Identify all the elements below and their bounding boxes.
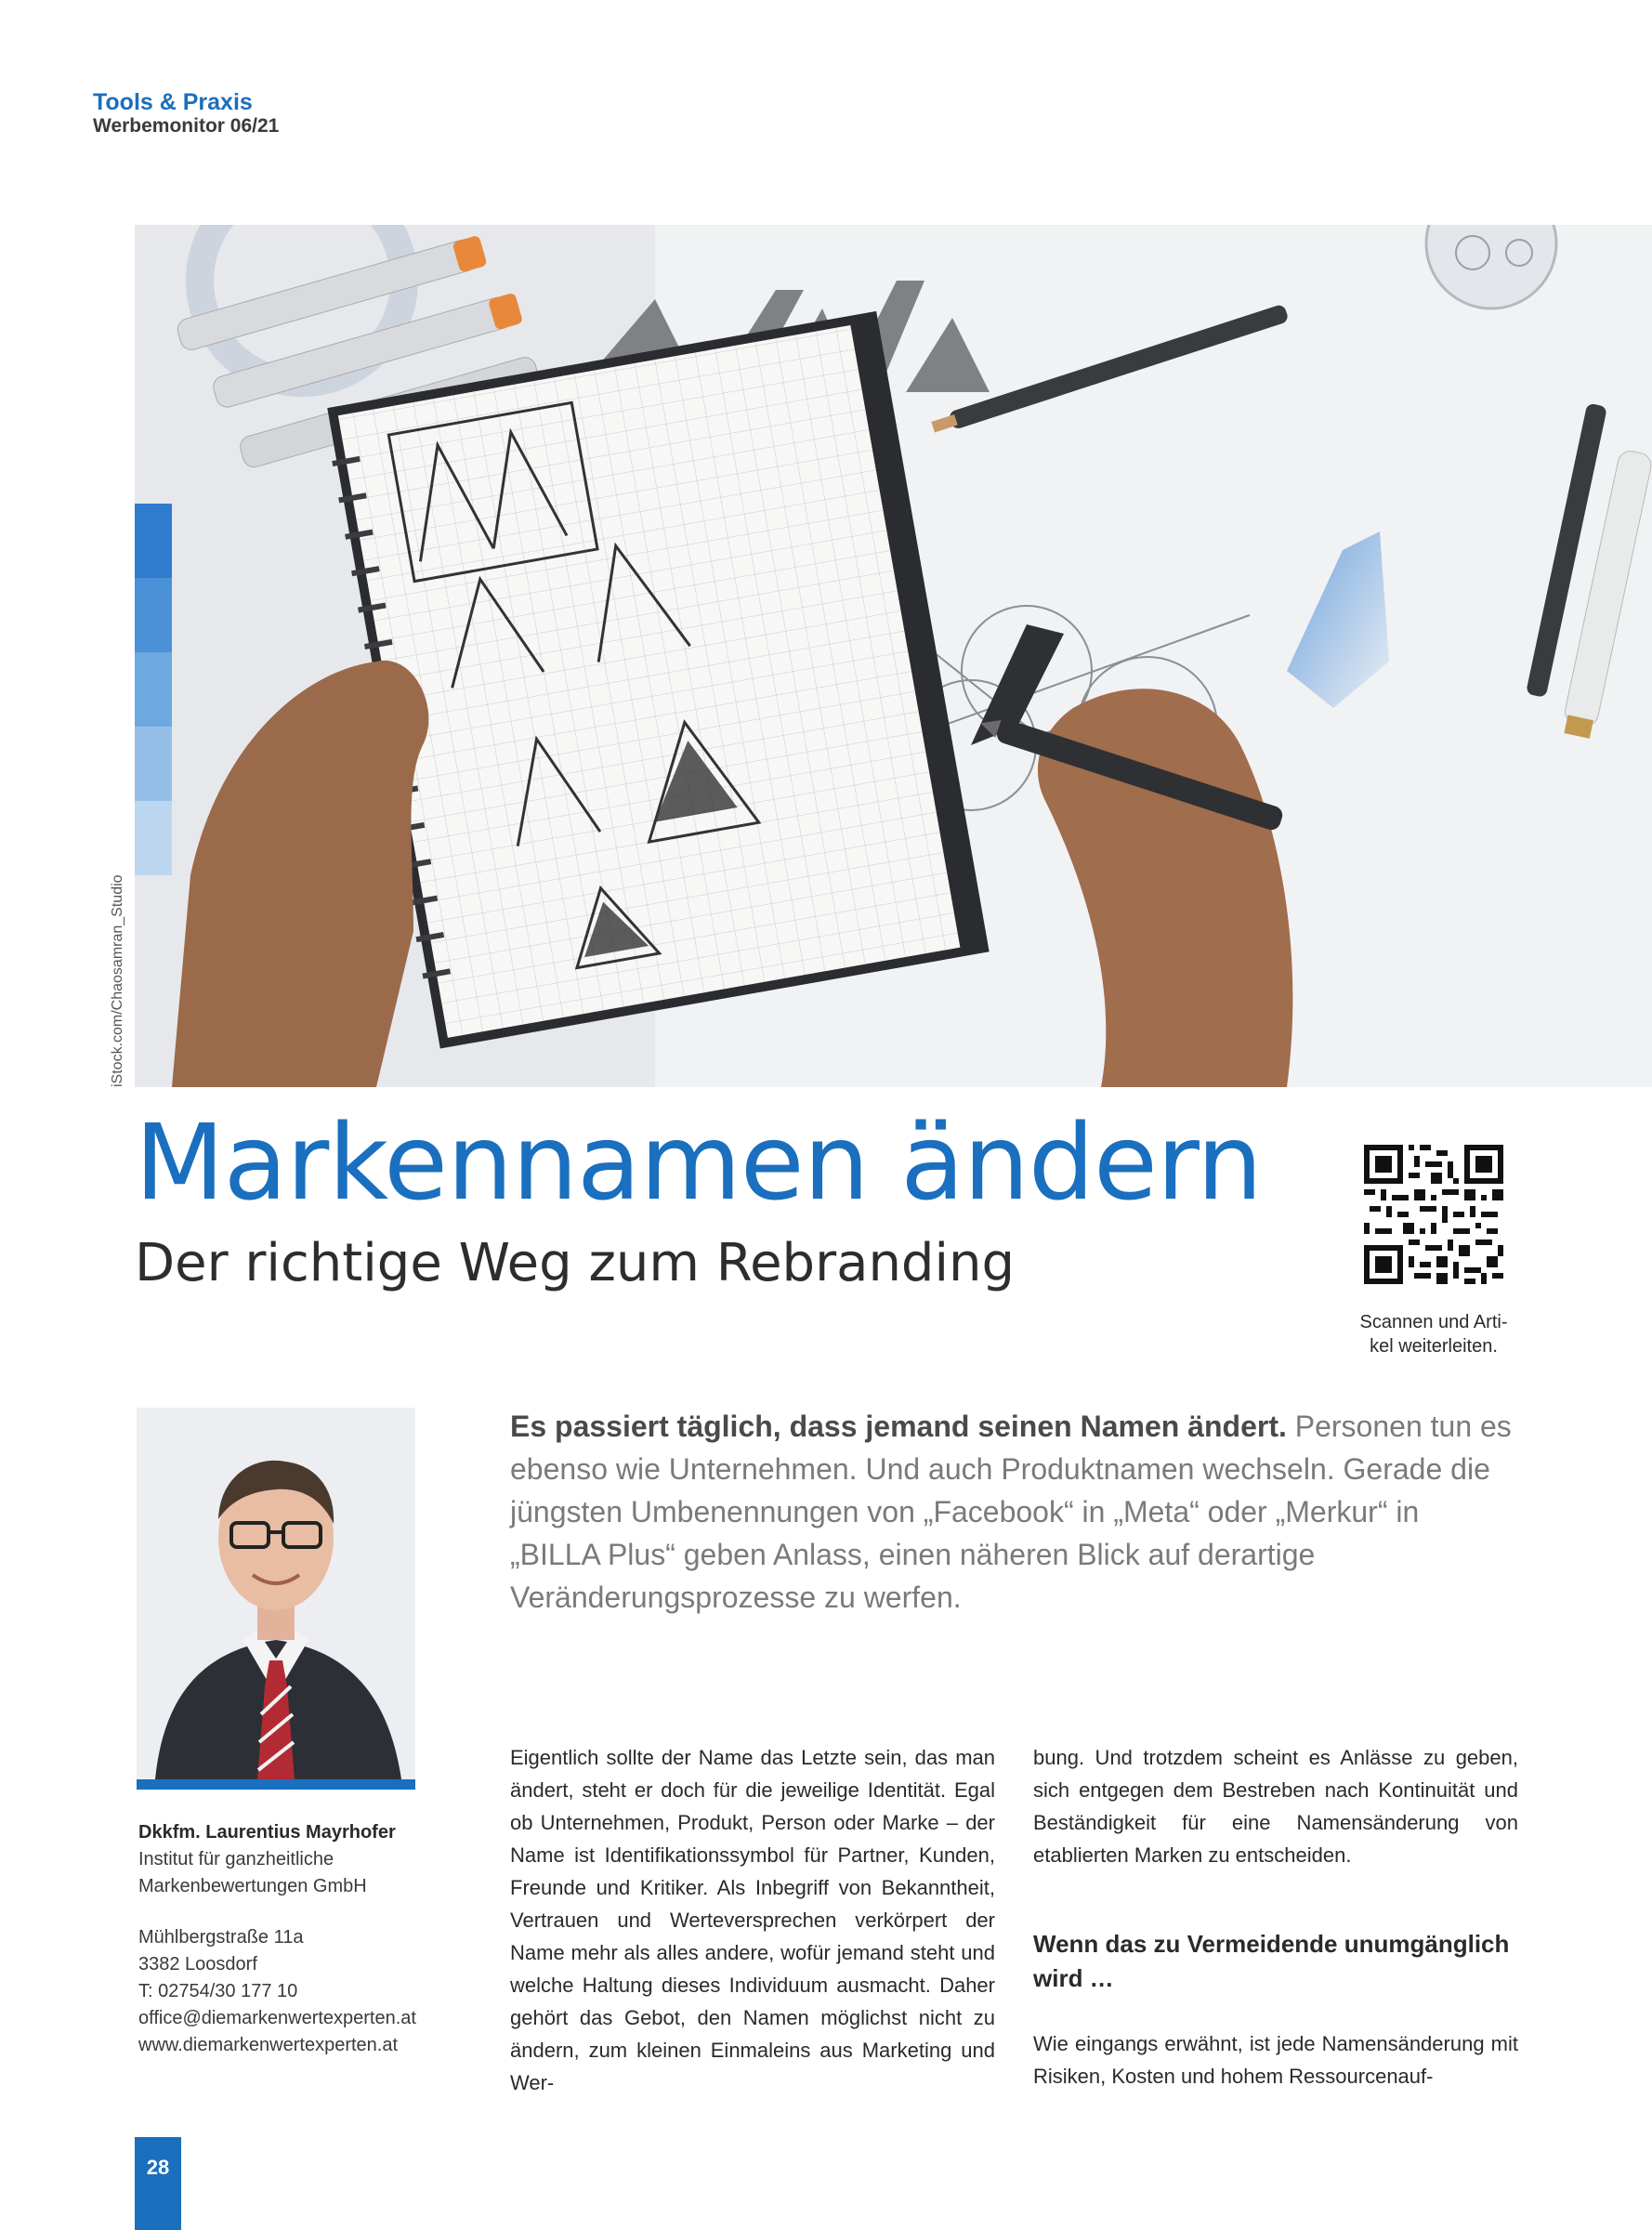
- body-column-1: Eigentlich sollte der Name das Letzte sein, das man ändert, steht er doch für die jeweilige Identität. Egal ob Unternehmen, Produkt, Person oder Marke – der Name ist Identifikationssymbol für Partner, Kunden, Freunde und Kritiker. Als Inbegriff von Bekanntheit, Vertrauen und Werteversprechen verkörpert der Name mehr als alles andere, wofür jemand steht und welche Haltung dieses Individuum ausmacht. Daher gehört das Gebot, den Namen möglichst nicht zu ändern, zum kleinen Einmaleins aus Marketing und Wer-: [510, 1746, 995, 2094]
- body-column-2-continued: Wie eingangs erwähnt, ist jede Namensänderung mit Risiken, Kosten und hohem Ressourcenauf-: [1033, 2032, 1518, 2088]
- section-heading: Wenn das zu Vermeidende unumgänglich wird …: [1033, 1930, 1510, 1992]
- qr-caption: [1329, 1310, 1539, 1358]
- author-website[interactable]: www.diemarkenwertexperten.at: [138, 2035, 399, 2055]
- author-info: [138, 1819, 445, 2059]
- author-org: Institut für ganzheitliche: [138, 1849, 334, 1869]
- photo-credit: iStock.com/Chaosamran_Studio: [110, 874, 125, 1087]
- qr-caption-line: Scannen und Arti-: [1359, 1312, 1508, 1332]
- author-org: Markenbewertungen GmbH: [138, 1876, 367, 1896]
- author-name: Dkkfm. Laurentius Mayrhofer: [138, 1822, 396, 1843]
- body-column-2: bung. Und trotzdem scheint es Anlässe zu geben, sich entgegen dem Bestreben nach Kontinuität und Beständigkeit für eine Namensänderung von etablierten Marken zu entscheiden.: [1033, 1746, 1518, 1867]
- qr-code[interactable]: [1364, 1145, 1503, 1284]
- hero-image: [135, 225, 1652, 1087]
- lead-paragraph: [510, 1405, 1514, 1619]
- article-title: Markennamen ändern: [135, 1103, 1262, 1224]
- author-city: 3382 Loosdorf: [138, 1954, 257, 1974]
- lead-text: Personen tun es ebenso wie Unternehmen. Und auch Produktnamen wechseln. Gerade die jüngsten Umbenennungen von „Facebook“ in „Meta“ oder „Merkur“ in „BILLA Plus“ geben Anlass, einen näheren Blick auf derartige Veränderungsprozesse zu werfen.: [510, 1410, 1512, 1614]
- author-phone: T: 02754/30 177 10: [138, 1981, 298, 2001]
- article-subtitle: Der richtige Weg zum Rebranding: [135, 1233, 1016, 1293]
- page-number-tab: [135, 2137, 181, 2230]
- lead-bold: Es passiert täglich, dass jemand seinen Namen ändert.: [510, 1410, 1287, 1443]
- issue-label: Werbemonitor 06/21: [93, 115, 280, 137]
- qr-caption-line: kel weiterleiten.: [1370, 1336, 1498, 1357]
- author-accent-bar: [137, 1779, 415, 1790]
- author-street: Mühlbergstraße 11a: [138, 1927, 304, 1948]
- author-photo: [137, 1408, 415, 1779]
- author-email[interactable]: office@diemarkenwertexperten.at: [138, 2008, 416, 2028]
- section-label: Tools & Praxis: [93, 89, 253, 115]
- page-number: 28: [146, 2156, 170, 2179]
